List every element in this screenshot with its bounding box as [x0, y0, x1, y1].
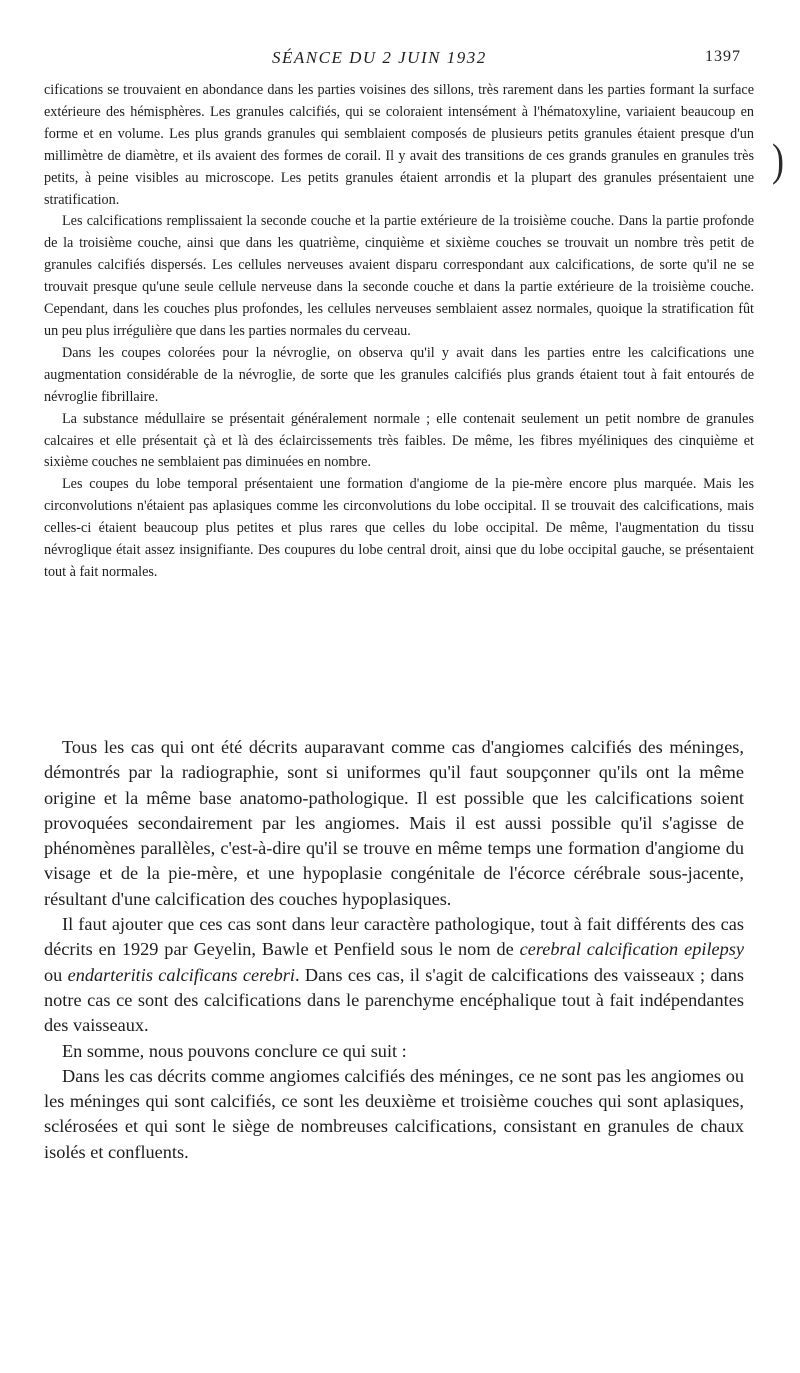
italic-term: cerebral calcification epilepsy [519, 939, 745, 960]
running-title: SÉANCE DU 2 JUIN 1932 [272, 48, 487, 67]
paragraph-calcification-granules: cifications se trouvaient en abondance dans les parties voisines des sillons, très rarement dans les parties formant la surface extérieure des hémisphères. Les granules calcifiés, qui se coloraient intensément à l'hématoxyline, variaient beaucoup en forme et en volume. Les plus grands granules qui semblaient composés de plusieurs petits granules étaient presque d'un millimètre de diamètre, et ils avaient des formes de corail. Il y avait des transitions de ces grands granules en granules très petits, à peine visibles au microscope. Les petits granules étaient arrondis et la plupart des granules présentaient une stratification. [44, 82, 754, 208]
paragraph-conclusion: Dans les cas décrits comme angiomes calcifiés des méninges, ce ne sont pas les angiomes ou les méninges qui sont calcifiés, ce sont les deuxième et troisième couches qui sont aplasiques, sclérosées et qui sont le siège de nombreuses calcifications, consistant en granules de chaux isolés et confluents. [44, 1065, 744, 1162]
text-run: ou [44, 964, 68, 985]
text-run: Il faut ajouter que ces cas sont dans leur caractère pathologique, tout à fait différents des cas décrits en 1929 par Geyelin, Bawle et Penfield sous le nom de [44, 914, 744, 960]
paragraph-medullary-substance: La substance médullaire se présentait généralement normale ; elle contenait seulement un petit nombre de granules calcaires et elle présentait çà et là des éclaircissements très faibles. De même, les fibres myéliniques des cinquième et sixième couches ne semblaient pas diminuées en nombre. [44, 410, 754, 471]
paragraph-summary-intro: En somme, nous pouvons conclure ce qui suit : [62, 1040, 407, 1061]
page-header [0, 48, 800, 76]
small-print-section [44, 80, 754, 584]
main-text-section [44, 735, 744, 1165]
paragraph-neuroglia: Dans les coupes colorées pour la névroglie, on observa qu'il y avait dans les parties entre les calcifications une augmentation considérable de la névroglie, de sorte que les granules calcifiés plus grands étaient tout à fait entourés de névroglie fibrillaire. [44, 344, 754, 405]
margin-brace: ) [772, 135, 784, 185]
page-number: 1397 [705, 48, 741, 65]
paragraph-different-cases [44, 912, 744, 1038]
paragraph-calcification-layers: Les calcifications remplissaient la seconde couche et la partie extérieure de la troisième couche. Dans la partie profonde de la troisième couche, ainsi que dans les quatrième, cinquième et sixième couches se trouvait un nombre très petit de granules calcifiés dispersés. Les cellules nerveuses avaient disparu correspondant aux calcifications, de sorte qu'il ne se trouvait presque qu'une seule cellule nerveuse dans la seconde couche et dans la partie extérieure de la troisième couche. Cependant, dans les couches plus profondes, les cellules nerveuses semblaient assez normales, quoique la stratification fût un peu plus irrégulière que dans les parties normales du cerveau. [44, 213, 754, 339]
paragraph-temporal-lobe: Les coupes du lobe temporal présentaient une formation d'angiome de la pie-mère encore plus marquée. Mais les circonvolutions n'étaient pas aplasiques comme les circonvolutions du lobe occipital. Il se trouvait des calcifications, mais celles-ci étaient beaucoup plus petites et plus rares que celles du lobe occipital. De même, l'augmentation du tissu névroglique était assez insignifiante. Des coupures du lobe central droit, ainsi que du lobe occipital gauche, se présentaient tout à fait normales. [44, 476, 754, 580]
paragraph-uniform-cases: Tous les cas qui ont été décrits auparavant comme cas d'angiomes calcifiés des méninges, démontrés par la radiographie, sont si uniformes qu'il faut soupçonner qu'ils ont la même origine et la même base anatomo-pathologique. Il est possible que les calcifications soient provoquées secondairement par les angiomes. Mais il est aussi possible qu'il s'agisse de phénomènes parallèles, c'est-à-dire qu'il se trouve en même temps une formation d'angiome du visage et de la pie-mère, et une hypoplasie congénitale de l'écorce cérébrale sous-jacente, résultant d'une calcification des couches hypoplasiques. [44, 737, 744, 909]
italic-term: endarteritis calcificans cerebri [67, 964, 295, 985]
text-run: . Dans ces cas, il s'agit de calcifications des vaisseaux ; dans notre cas ce sont des calcifications dans le parenchyme encéphalique tout à fait indépendantes des vaisseaux. [44, 964, 744, 1036]
